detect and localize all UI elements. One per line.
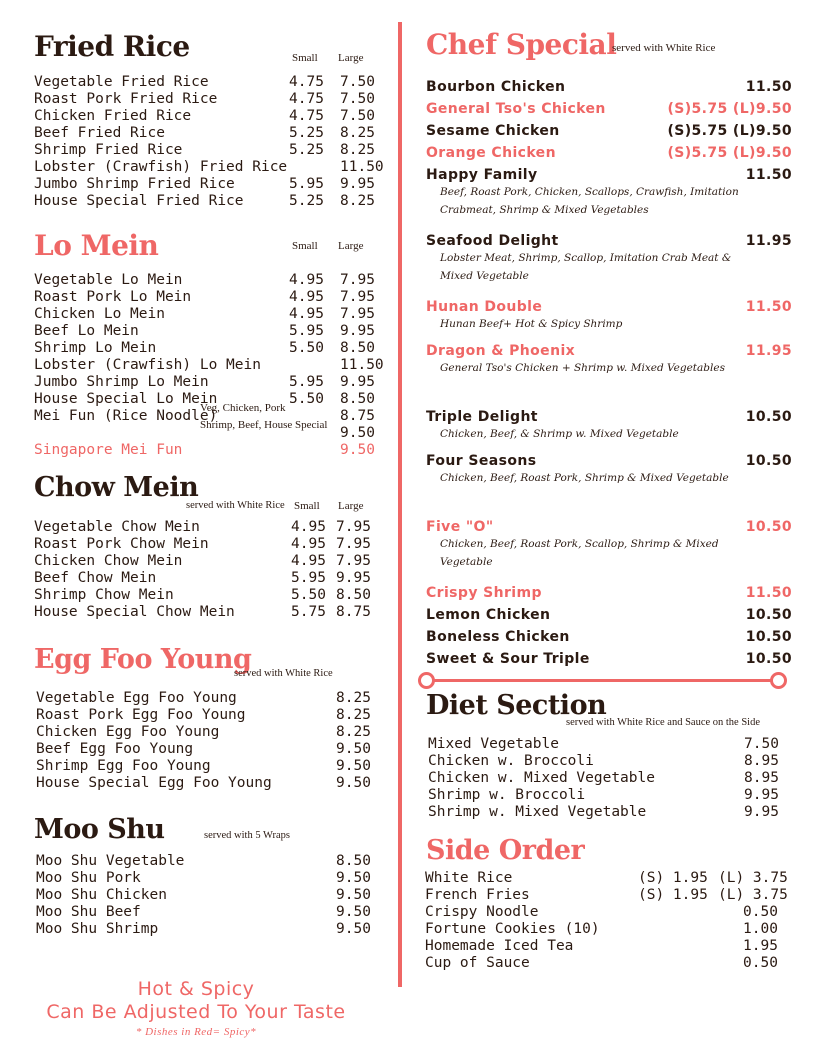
diet-section-title: Diet Section	[426, 690, 607, 721]
side-item-name: White Rice	[425, 870, 513, 886]
menu-item-name: Vegetable Fried Rice	[34, 74, 209, 90]
menu-item-large-price: 9.95	[340, 374, 375, 390]
chef-special-item-name: Lemon Chicken	[426, 607, 551, 623]
menu-item-name: Lobster (Crawfish) Fried Rice	[34, 159, 288, 175]
diet-item-price: 8.95	[744, 770, 779, 786]
menu-item-name: Chicken Egg Foo Young	[36, 724, 220, 740]
diet-item-price: 8.95	[744, 753, 779, 769]
menu-item-name: House Special Egg Foo Young	[36, 775, 272, 791]
menu-item-name: House Special Lo Mein	[34, 391, 218, 407]
menu-item-name: Beef Fried Rice	[34, 125, 165, 141]
menu-item-name: Shrimp Egg Foo Young	[36, 758, 211, 774]
menu-item-name: Shrimp Fried Rice	[34, 142, 183, 158]
side-item-large-price: (L) 3.75	[718, 870, 788, 886]
menu-item-name: Chicken Chow Mein	[34, 553, 183, 569]
diet-item-price: 9.95	[744, 787, 779, 803]
menu-item-name: Roast Pork Lo Mein	[34, 289, 192, 305]
menu-item-small-price: 4.95	[289, 289, 324, 305]
chef-special-item-description: Chicken, Beef, & Shrimp w. Mixed Vegetable	[440, 428, 679, 440]
side-item-name: Homemade Iced Tea	[425, 938, 574, 954]
chef-special-item-description: Hunan Beef+ Hot & Spicy Shrimp	[440, 318, 623, 330]
chow-mein-large-header: Large	[338, 500, 364, 512]
side-item-name: Fortune Cookies (10)	[425, 921, 600, 937]
side-item-name: Crispy Noodle	[425, 904, 539, 920]
mei-fun-price-2: 9.50	[340, 425, 375, 441]
menu-item-small-price: 4.95	[289, 306, 324, 322]
moo-shu-title: Moo Shu	[34, 814, 165, 845]
menu-item-name: Moo Shu Vegetable	[36, 853, 185, 869]
chef-special-item-name: Dragon & Phoenix	[426, 343, 576, 359]
chef-special-item-price: 11.50	[745, 299, 792, 315]
menu-item-name: Beef Egg Foo Young	[36, 741, 194, 757]
menu-item-large-price: 8.25	[340, 193, 375, 209]
menu-item-name: Moo Shu Chicken	[36, 887, 167, 903]
chef-special-item-description: Chicken, Beef, Roast Pork, Shrimp & Mixed Vegetable	[440, 472, 729, 484]
side-item-large-price: 1.95	[743, 938, 778, 954]
menu-item-name: Jumbo Shrimp Lo Mein	[34, 374, 209, 390]
diet-item-price: 9.95	[744, 804, 779, 820]
diet-item-price: 7.50	[744, 736, 779, 752]
singapore-mei-fun-name: Singapore Mei Fun	[34, 442, 183, 458]
diet-item-name: Shrimp w. Mixed Vegetable	[428, 804, 647, 820]
menu-item-name: Roast Pork Fried Rice	[34, 91, 218, 107]
menu-item-small-price: 5.25	[289, 193, 324, 209]
menu-item-price: 9.50	[336, 870, 371, 886]
menu-item-small-price: 5.25	[289, 142, 324, 158]
chef-special-item-price: (S)5.75 (L)9.50	[667, 101, 792, 117]
diet-item-name: Chicken w. Broccoli	[428, 753, 594, 769]
side-item-name: Cup of Sauce	[425, 955, 530, 971]
menu-item-small-price: 4.95	[291, 536, 326, 552]
menu-item-name: Vegetable Egg Foo Young	[36, 690, 237, 706]
menu-item-large-price: 8.25	[340, 142, 375, 158]
menu-item-large-price: 8.50	[340, 340, 375, 356]
menu-item-name: Chicken Lo Mein	[34, 306, 165, 322]
mei-fun-note-1: Veg, Chicken, Pork	[200, 402, 286, 414]
menu-item-large-price: 11.50	[340, 357, 384, 373]
chow-mein-title: Chow Mein	[34, 472, 199, 503]
side-item-name: French Fries	[425, 887, 530, 903]
menu-item-price: 9.50	[336, 758, 371, 774]
menu-item-small-price: 5.95	[291, 570, 326, 586]
menu-item-large-price: 7.95	[340, 306, 375, 322]
fried-rice-title: Fried Rice	[34, 30, 190, 63]
menu-item-large-price: 9.95	[340, 323, 375, 339]
egg-foo-young-note: served with White Rice	[234, 668, 333, 679]
chef-special-item-description: General Tso's Chicken + Shrimp w. Mixed Vegetables	[440, 362, 725, 374]
diet-section-note: served with White Rice and Sauce on the Side	[566, 717, 761, 728]
chef-special-item-name: General Tso's Chicken	[426, 101, 606, 117]
menu-item-price: 9.50	[336, 887, 371, 903]
moo-shu-note: served with 5 Wraps	[204, 830, 290, 841]
chef-special-item-price: 10.50	[745, 453, 792, 469]
side-item-small-price: (S) 1.95	[638, 887, 708, 903]
chef-special-item-name: Orange Chicken	[426, 145, 556, 161]
side-item-large-price: 0.50	[743, 904, 778, 920]
chef-special-item-price: (S)5.75 (L)9.50	[667, 123, 792, 139]
chef-special-item-price: 11.50	[745, 585, 792, 601]
menu-item-large-price: 8.50	[340, 391, 375, 407]
menu-item-price: 9.50	[336, 741, 371, 757]
chow-mein-note: served with White Rice	[186, 500, 285, 511]
chef-special-item-name: Bourbon Chicken	[426, 79, 566, 95]
chef-special-title: Chef Special	[426, 28, 617, 61]
mei-fun-note-2: Shrimp, Beef, House Special	[200, 419, 328, 431]
chef-special-item-price: 10.50	[745, 409, 792, 425]
menu-item-name: Shrimp Lo Mein	[34, 340, 157, 356]
chef-special-item-price: 10.50	[745, 607, 792, 623]
lo-mein-large-header: Large	[338, 240, 364, 252]
menu-item-name: Moo Shu Beef	[36, 904, 141, 920]
footer-line-2: Can Be Adjusted To Your Taste	[46, 1001, 346, 1023]
chef-special-item-name: Four Seasons	[426, 453, 537, 469]
chef-special-item-name: Happy Family	[426, 167, 538, 183]
side-item-small-price: (S) 1.95	[638, 870, 708, 886]
chef-special-item-price: 10.50	[745, 629, 792, 645]
menu-item-small-price: 5.25	[289, 125, 324, 141]
chef-special-note: served with White Rice	[612, 42, 716, 54]
menu-item-name: House Special Fried Rice	[34, 193, 244, 209]
chef-special-item-name: Five "O"	[426, 519, 494, 535]
menu-item-name: Beef Chow Mein	[34, 570, 157, 586]
menu-item-small-price: 5.75	[291, 604, 326, 620]
chef-special-item-name: Crispy Shrimp	[426, 585, 542, 601]
fried-rice-small-header: Small	[292, 52, 318, 64]
side-item-large-price: 0.50	[743, 955, 778, 971]
menu-item-large-price: 7.95	[336, 553, 371, 569]
footer-line-3: * Dishes in Red= Spicy*	[135, 1026, 257, 1038]
menu-item-name: Lobster (Crawfish) Lo Mein	[34, 357, 261, 373]
chef-special-item-name: Seafood Delight	[426, 233, 559, 249]
side-item-large-price: (L) 3.75	[718, 887, 788, 903]
diet-item-name: Shrimp w. Broccoli	[428, 787, 586, 803]
menu-item-name: Chicken Fried Rice	[34, 108, 192, 124]
chef-special-item-price: 10.50	[745, 519, 792, 535]
menu-item-large-price: 7.95	[336, 519, 371, 535]
chef-special-item-description: Chicken, Beef, Roast Pork, Scallop, Shrimp & Mixed Vegetable	[440, 538, 719, 568]
chef-special-item-name: Triple Delight	[426, 409, 538, 425]
menu-item-large-price: 9.95	[340, 176, 375, 192]
menu-item-small-price: 5.95	[289, 323, 324, 339]
chef-special-item-price: 10.50	[745, 651, 792, 667]
mei-fun-name: Mei Fun (Rice Noodle)	[34, 408, 218, 424]
menu-item-small-price: 4.75	[289, 74, 324, 90]
diet-item-name: Mixed Vegetable	[428, 736, 559, 752]
menu-item-price: 9.50	[336, 921, 371, 937]
menu-item-large-price: 8.25	[340, 125, 375, 141]
chef-special-item-description: Beef, Roast Pork, Chicken, Scallops, Crawfish, Imitation Crabmeat, Shrimp & Mixed Vegetables	[440, 186, 739, 216]
menu-item-price: 9.50	[336, 775, 371, 791]
lo-mein-title: Lo Mein	[34, 229, 159, 262]
menu-item-large-price: 7.50	[340, 91, 375, 107]
diet-item-name: Chicken w. Mixed Vegetable	[428, 770, 655, 786]
menu-item-name: Vegetable Lo Mein	[34, 272, 183, 288]
menu-item-small-price: 5.50	[289, 340, 324, 356]
side-item-large-price: 1.00	[743, 921, 778, 937]
egg-foo-young-title: Egg Foo Young	[34, 644, 252, 675]
chow-mein-small-header: Small	[294, 500, 320, 512]
menu-item-large-price: 11.50	[340, 159, 384, 175]
menu-item-large-price: 7.95	[340, 272, 375, 288]
chef-special-item-price: 11.50	[745, 167, 792, 183]
menu-item-name: Shrimp Chow Mein	[34, 587, 174, 603]
menu-item-name: Roast Pork Chow Mein	[34, 536, 209, 552]
column-divider	[398, 22, 402, 987]
menu-item-small-price: 4.75	[289, 108, 324, 124]
chef-special-item-price: 11.50	[745, 79, 792, 95]
menu-item-price: 8.50	[336, 853, 371, 869]
menu-item-large-price: 7.95	[340, 289, 375, 305]
chef-special-item-description: Lobster Meat, Shrimp, Scallop, Imitation Crab Meat & Mixed Vegetable	[440, 252, 732, 282]
menu-item-price: 8.25	[336, 724, 371, 740]
menu-item-name: Beef Lo Mein	[34, 323, 139, 339]
menu-item-name: Vegetable Chow Mein	[34, 519, 200, 535]
separator-circle-right	[770, 672, 787, 689]
menu-item-small-price: 5.50	[289, 391, 324, 407]
menu-item-small-price: 5.95	[289, 374, 324, 390]
menu-item-large-price: 7.50	[340, 74, 375, 90]
chef-special-item-name: Boneless Chicken	[426, 629, 570, 645]
section-separator-line	[428, 679, 779, 682]
chef-special-item-name: Sesame Chicken	[426, 123, 560, 139]
menu-item-small-price: 4.95	[289, 272, 324, 288]
chef-special-item-price: 11.95	[745, 343, 792, 359]
menu-item-small-price: 4.95	[291, 519, 326, 535]
menu-item-name: Moo Shu Shrimp	[36, 921, 159, 937]
menu-item-large-price: 8.75	[336, 604, 371, 620]
chef-special-item-name: Hunan Double	[426, 299, 543, 315]
singapore-mei-fun-price: 9.50	[340, 442, 375, 458]
menu-item-large-price: 8.50	[336, 587, 371, 603]
chef-special-item-name: Sweet & Sour Triple	[426, 651, 590, 667]
fried-rice-large-header: Large	[338, 52, 364, 64]
spicy-footer	[0, 978, 392, 1040]
menu-item-price: 8.25	[336, 707, 371, 723]
menu-item-small-price: 4.95	[291, 553, 326, 569]
side-order-title: Side Order	[426, 835, 585, 866]
mei-fun-price-1: 8.75	[340, 408, 375, 424]
menu-item-small-price: 5.50	[291, 587, 326, 603]
menu-item-large-price: 9.95	[336, 570, 371, 586]
chef-special-item-price: 11.95	[745, 233, 792, 249]
chef-special-item-price: (S)5.75 (L)9.50	[667, 145, 792, 161]
separator-circle-left	[418, 672, 435, 689]
menu-item-price: 8.25	[336, 690, 371, 706]
menu-item-large-price: 7.50	[340, 108, 375, 124]
menu-item-small-price: 5.95	[289, 176, 324, 192]
footer-line-1: Hot & Spicy	[137, 978, 255, 1000]
menu-item-name: House Special Chow Mein	[34, 604, 235, 620]
menu-item-name: Moo Shu Pork	[36, 870, 141, 886]
menu-item-large-price: 7.95	[336, 536, 371, 552]
menu-item-name: Jumbo Shrimp Fried Rice	[34, 176, 235, 192]
menu-item-name: Roast Pork Egg Foo Young	[36, 707, 246, 723]
lo-mein-small-header: Small	[292, 240, 318, 252]
menu-item-small-price: 4.75	[289, 91, 324, 107]
menu-item-price: 9.50	[336, 904, 371, 920]
